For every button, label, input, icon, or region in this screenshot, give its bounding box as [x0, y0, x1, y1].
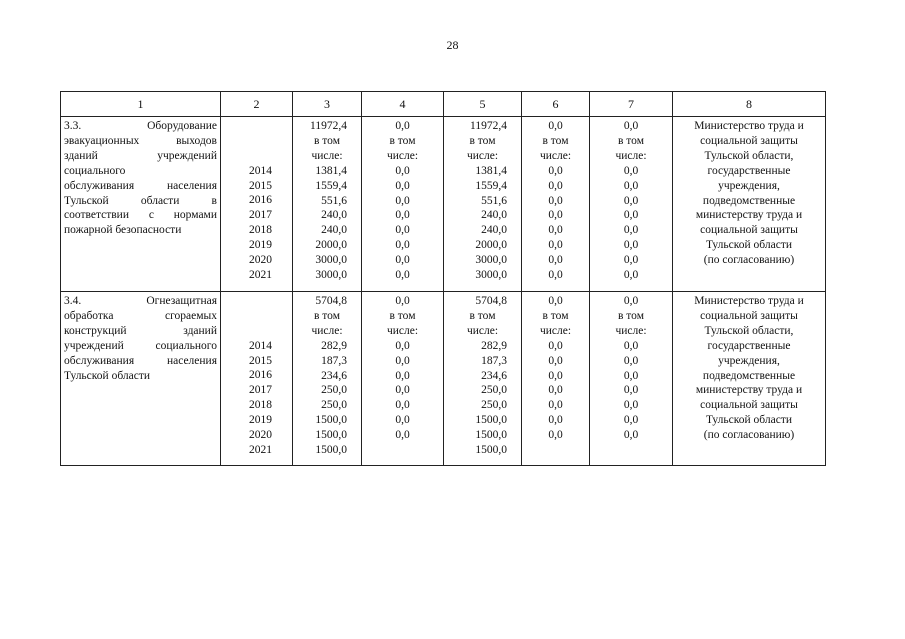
year-value: 2017: [249, 384, 272, 397]
cell-value: 0,0: [395, 269, 410, 282]
executor-line: учреждения,: [718, 179, 780, 192]
cell-value: 551,6: [321, 194, 347, 207]
cell-value: 0,0: [623, 354, 639, 367]
year-value: 2020: [249, 429, 272, 442]
year-value: 2014: [249, 339, 272, 352]
cell-value: 0,0: [395, 399, 410, 412]
cell-value: 0,0: [548, 384, 563, 397]
cell-value: 0,0: [548, 164, 563, 177]
cell-value: в том: [542, 134, 569, 147]
year-value: 2015: [249, 354, 272, 367]
cell-value: в том: [542, 309, 569, 322]
measure-description-cell: [61, 117, 221, 292]
executor-line: подведомственные: [702, 369, 796, 382]
cell-value: 0,0: [395, 414, 410, 427]
cell-value: 0,0: [548, 369, 563, 382]
year-value: 2018: [249, 399, 272, 412]
cell-value: 3000,0: [475, 269, 507, 282]
blank-line: [221, 294, 292, 309]
cell-value: 0,0: [548, 429, 563, 442]
cell-value: числе:: [539, 324, 572, 337]
year-value: 2016: [249, 369, 272, 382]
description-line: обслуживания населения: [64, 179, 217, 192]
cell-value: 240,0: [481, 209, 507, 222]
cell-value: 1381,4: [475, 164, 507, 177]
cell-value: 0,0: [548, 254, 563, 267]
cell-value: 0,0: [395, 209, 410, 222]
cell-value: 0,0: [623, 369, 639, 382]
cell-value: 0,0: [548, 224, 563, 237]
blank-line: [221, 119, 292, 134]
cell-value: числе:: [539, 149, 572, 162]
blank-line: [221, 309, 292, 324]
cell-value: 0,0: [395, 369, 410, 382]
executor-line: Министерство труда и: [694, 120, 804, 132]
other-funding-cell: [590, 292, 673, 466]
cell-value: числе:: [311, 324, 343, 337]
cell-value: в том: [469, 134, 496, 147]
responsible-executor-cell: [673, 117, 826, 292]
cell-value: 0,0: [623, 164, 639, 177]
year-value: 2014: [249, 164, 272, 177]
year-value: 2017: [249, 209, 272, 222]
cell-value: 240,0: [481, 224, 507, 237]
year-value: 2021: [249, 269, 272, 282]
cell-value: 0,0: [548, 414, 563, 427]
cell-value: 0,0: [623, 429, 639, 442]
cell-value: 1500,0: [315, 414, 347, 427]
cell-value: 0,0: [395, 164, 410, 177]
description-line: конструкций зданий: [64, 324, 217, 337]
executor-line: социальной защиты: [700, 399, 798, 412]
description-line: 3.4. Огнезащитная: [64, 295, 217, 307]
regional-funding-cell: [444, 292, 522, 466]
cell-value: 3000,0: [315, 269, 347, 282]
executor-line: государственные: [707, 164, 791, 177]
cell-value: 11972,4: [470, 120, 507, 132]
cell-value: в том: [314, 309, 340, 322]
cell-value: в том: [618, 309, 644, 322]
cell-value: 0,0: [623, 224, 639, 237]
cell-value: числе:: [466, 149, 499, 162]
header-cell: 5: [444, 92, 522, 117]
cell-value: 0,0: [623, 339, 639, 352]
regional-funding-cell: [444, 117, 522, 292]
cell-value: 0,0: [548, 194, 563, 207]
cell-value: 551,6: [481, 194, 507, 207]
cell-value: 1500,0: [475, 414, 507, 427]
cell-value: 0,0: [548, 120, 563, 132]
cell-value: в том: [389, 309, 416, 322]
blank-line: [221, 134, 292, 149]
executor-line: подведомственные: [702, 194, 796, 207]
year-value: 2018: [249, 224, 272, 237]
executor-line: учреждения,: [718, 354, 780, 367]
cell-value: 11972,4: [310, 120, 347, 132]
cell-value: 0,0: [395, 179, 410, 192]
cell-value: 1500,0: [475, 429, 507, 442]
year-value: 2019: [249, 414, 272, 427]
cell-value: 1500,0: [315, 429, 347, 442]
cell-value: 1500,0: [315, 444, 347, 457]
cell-value: 187,3: [321, 354, 347, 367]
year-value: 2015: [249, 179, 272, 192]
years-cell: [221, 117, 293, 292]
cell-value: 0,0: [395, 224, 410, 237]
cell-value: 1559,4: [315, 179, 347, 192]
header-cell: 1: [61, 92, 221, 117]
description-line: обработка сгораемых: [64, 309, 217, 322]
cell-value: 0,0: [623, 209, 639, 222]
description-line: социального: [64, 164, 126, 177]
cell-value: 3000,0: [315, 254, 347, 267]
cell-value: 2000,0: [475, 239, 507, 252]
measure-description-cell: [61, 292, 221, 466]
table-row: [61, 292, 826, 466]
description-line: обслуживания населения: [64, 354, 217, 367]
cell-value: 234,6: [321, 369, 347, 382]
federal-funding-cell: [362, 292, 444, 466]
years-cell: [221, 292, 293, 466]
cell-value: 0,0: [548, 269, 563, 282]
cell-value: 0,0: [623, 269, 639, 282]
cell-value: 0,0: [548, 339, 563, 352]
cell-value: 187,3: [481, 354, 507, 367]
cell-value: 5704,8: [475, 295, 507, 307]
cell-value: 0,0: [623, 120, 639, 132]
header-cell: 3: [293, 92, 362, 117]
cell-value: 0,0: [395, 120, 410, 132]
cell-value: 282,9: [321, 339, 347, 352]
cell-value: 240,0: [321, 209, 347, 222]
cell-value: 250,0: [321, 399, 347, 412]
cell-value: 250,0: [481, 384, 507, 397]
executor-line: Тульской области,: [704, 324, 794, 337]
cell-value: числе:: [615, 149, 647, 162]
header-cell: 7: [590, 92, 673, 117]
executor-line: (по согласованию): [703, 254, 795, 267]
cell-value: в том: [314, 134, 340, 147]
cell-value: 1500,0: [475, 444, 507, 457]
header-cell: 6: [522, 92, 590, 117]
cell-value: числе:: [386, 324, 419, 337]
cell-value: 0,0: [395, 295, 410, 307]
executor-line: Тульской области,: [704, 149, 794, 162]
executor-line: Тульской области: [705, 414, 792, 427]
cell-value: 3000,0: [475, 254, 507, 267]
year-value: 2016: [249, 194, 272, 207]
local-funding-cell: [522, 292, 590, 466]
description-line: учреждений социального: [64, 339, 217, 352]
cell-value: числе:: [466, 324, 499, 337]
year-value: 2020: [249, 254, 272, 267]
cell-value: 240,0: [321, 224, 347, 237]
blank-line: [221, 149, 292, 164]
description-line: эвакуационных выходов: [64, 134, 217, 147]
cell-value: в том: [469, 309, 496, 322]
cell-value: 5704,8: [315, 295, 347, 307]
table-row: [61, 117, 826, 292]
cell-value: 0,0: [623, 384, 639, 397]
cell-value: 0,0: [548, 179, 563, 192]
cell-value: 0,0: [548, 399, 563, 412]
cell-value: 0,0: [548, 354, 563, 367]
cell-value: 0,0: [548, 295, 563, 307]
cell-value: числе:: [615, 324, 647, 337]
header-cell: 4: [362, 92, 444, 117]
cell-value: 2000,0: [315, 239, 347, 252]
cell-value: 0,0: [548, 239, 563, 252]
cell-value: 0,0: [623, 179, 639, 192]
table-header-row: [61, 92, 826, 117]
description-line: Тульской области в: [64, 194, 217, 207]
cell-value: 0,0: [395, 354, 410, 367]
cell-value: 0,0: [623, 399, 639, 412]
executor-line: Министерство труда и: [694, 295, 804, 307]
cell-value: 0,0: [395, 429, 410, 442]
local-funding-cell: [522, 117, 590, 292]
header-cell: 2: [221, 92, 293, 117]
cell-value: 0,0: [395, 384, 410, 397]
cell-value: 0,0: [548, 209, 563, 222]
executor-line: социальной защиты: [700, 224, 798, 237]
other-funding-cell: [590, 117, 673, 292]
executor-line: социальной защиты: [700, 309, 798, 322]
description-line: Тульской области: [64, 369, 151, 382]
description-line: зданий учреждений: [64, 149, 217, 162]
cell-value: 0,0: [623, 239, 639, 252]
cell-value: 0,0: [395, 239, 410, 252]
description-line: соответствии с нормами: [64, 209, 217, 222]
cell-value: 250,0: [321, 384, 347, 397]
cell-value: 0,0: [623, 254, 639, 267]
total-funding-cell: [293, 117, 362, 292]
responsible-executor-cell: [673, 292, 826, 466]
cell-value: числе:: [311, 149, 343, 162]
cell-value: 1559,4: [475, 179, 507, 192]
executor-line: Тульской области: [705, 239, 792, 252]
cell-value: 0,0: [395, 194, 410, 207]
year-value: 2021: [249, 444, 272, 457]
cell-value: 0,0: [623, 414, 639, 427]
executor-line: государственные: [707, 339, 791, 352]
executor-line: министерству труда и: [695, 209, 803, 222]
cell-value: 250,0: [481, 399, 507, 412]
cell-value: 0,0: [623, 194, 639, 207]
executor-line: (по согласованию): [703, 429, 795, 442]
total-funding-cell: [293, 292, 362, 466]
program-table: [60, 91, 826, 466]
executor-line: социальной защиты: [700, 134, 798, 147]
cell-value: 1381,4: [315, 164, 347, 177]
blank-line: [221, 324, 292, 339]
cell-value: числе:: [386, 149, 419, 162]
header-cell: 8: [673, 92, 826, 117]
cell-value: в том: [389, 134, 416, 147]
executor-line: министерству труда и: [695, 384, 803, 397]
cell-value: 0,0: [395, 339, 410, 352]
cell-value: 234,6: [481, 369, 507, 382]
year-value: 2019: [249, 239, 272, 252]
cell-value: 0,0: [623, 295, 639, 307]
description-line: 3.3. Оборудование: [64, 120, 217, 132]
cell-value: в том: [618, 134, 644, 147]
cell-value: 0,0: [395, 254, 410, 267]
federal-funding-cell: [362, 117, 444, 292]
cell-value: 282,9: [481, 339, 507, 352]
description-line: пожарной безопасности: [64, 224, 182, 237]
page-number: 28: [446, 38, 459, 52]
